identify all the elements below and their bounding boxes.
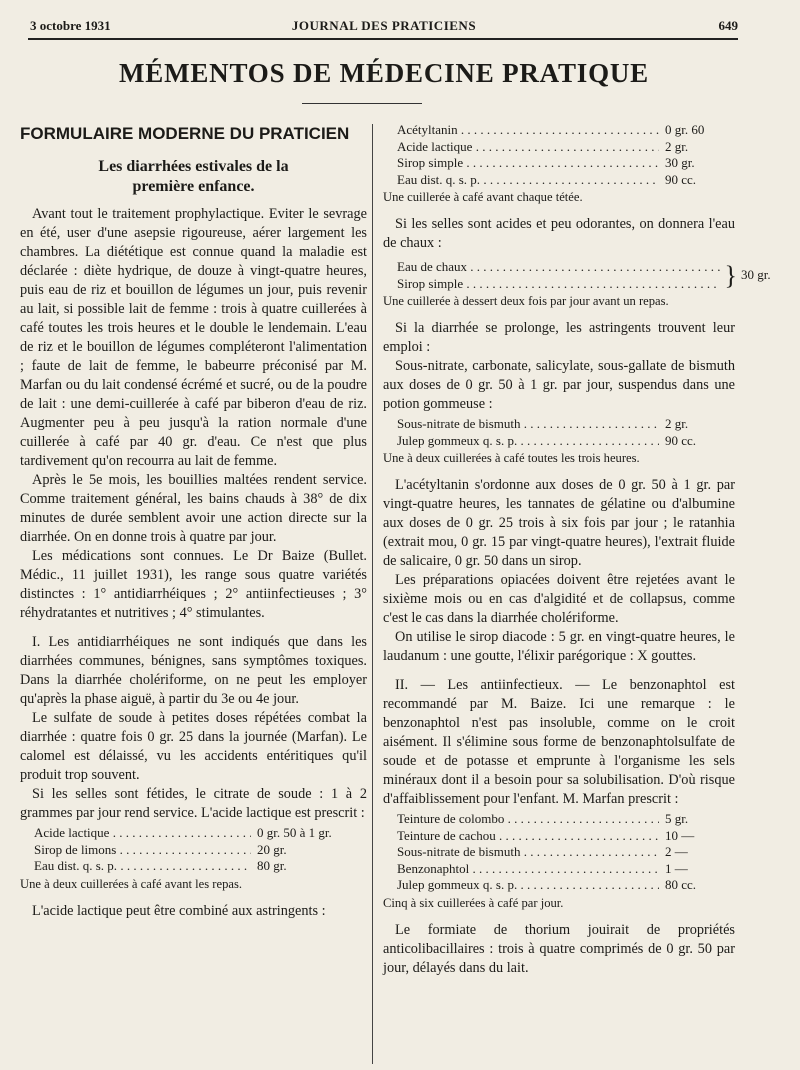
paragraph: Après le 5e mois, les bouillies maltées rendent service. Comme traitement général, les bains chauds à 38° de dix minutes de durée semblent avoir une action directe sur la diarrhée. On en donne trois à quatre par jour. (20, 472, 367, 545)
header-page-number: 649 (718, 18, 738, 33)
prescription-row: Julep gommeux q. s. p. . . . 80 cc. (397, 877, 735, 894)
prescription-row: Sous-nitrate de bismuth . . . 2 gr. (397, 416, 735, 433)
header-journal: JOURNAL DES PRATICIENS (291, 18, 477, 33)
prescription-row: Teinture de colombo . . . 5 gr. (397, 811, 735, 828)
brace-symbol: } (724, 260, 738, 290)
running-header (30, 18, 738, 38)
paragraph: I. Les antidiarrhéiques ne sont indiqués que dans les diarrhées communes, bénignes, sans symptômes toxiques. Dans la diarrhée cholériforme, on ne peut les employer qu'après la phase aiguë, à partir du 3e ou 4e jour. (20, 634, 367, 707)
prescription-row: Sous-nitrate de bismuth . . . 2 — (397, 844, 735, 861)
paragraph: Les préparations opiacées doivent être rejetées avant le sixième mois ou en cas d'algidité et de collapsus, comme c'est le cas dans la diarrhée cholériforme. (383, 572, 735, 626)
prescription-acetyltanin (397, 122, 735, 188)
header-date: 3 octobre 1931 (30, 18, 111, 33)
paragraph: L'acide lactique peut être combiné aux astringents : (32, 902, 326, 919)
shared-dose: 30 gr. (741, 267, 771, 283)
header-rule (28, 38, 738, 40)
prescription-row: Acide lactique . . . 0 gr. 50 à 1 gr. (34, 825, 367, 842)
prescription-row: Teinture de cachou . . . 10 — (397, 828, 735, 845)
paragraph: Si les selles sont acides et peu odorantes, on donnera l'eau de chaux : (383, 216, 735, 251)
prescription-row: Eau dist. q. s. p. . . . 90 cc. (397, 172, 735, 189)
left-column (20, 120, 367, 921)
prescription-row: Julep gommeux q. s. p. . . . 90 cc. (397, 433, 735, 450)
paragraph: Les médications sont connues. Le Dr Baize (Bullet. Médic., 11 juillet 1931), les range sous quatre variétés distinctes : 1° antidiarrhéiques ; 2° antiinfectieuses ; 3° réhydratantes et nutritives ; 4° stimulantes. (20, 548, 367, 621)
article-title (26, 157, 361, 197)
prescription-row: Acétyltanin . . . 0 gr. 60 (397, 122, 735, 139)
ingredient: Sirop simple . . . (397, 276, 721, 293)
prescription-row: Eau dist. q. s. p. . . . 80 gr. (34, 858, 367, 875)
paragraph: L'acétyltanin s'ordonne aux doses de 0 gr. 50 à 1 gr. par vingt-quatre heures, les tannates de gélatine ou d'albumine aux doses de 0 gr. 25 trois à six fois par jour ; le ratanhia (extrait mou, 0 gr. 15 par vingt-quatre heures), l'extrait fluide de salicaire, 0 gr. 50 dans un sirop. (383, 477, 735, 569)
dosage-note: Une à deux cuillerées à café toutes les trois heures. (383, 451, 640, 465)
dosage-note: Une à deux cuillerées à café avant les repas. (20, 876, 243, 891)
title-rule (302, 103, 422, 104)
column-divider (372, 124, 373, 1064)
prescription-lactic-acid (34, 825, 367, 875)
paragraph: Le sulfate de soude à petites doses répétées combat la diarrhée : quatre fois 0 gr. 25 dans la journée (Marfan). Le calomel est délaissé, vu les accidents entéritiques qu'il produit trop souvent. (20, 710, 367, 783)
paragraph: II. — Les antiinfectieux. — Le benzonaphtol est recommandé par M. Baize. Ici une remarque : le benzonaphtol n'est pas insoluble, comme on le croit aisément. Il s'élimine sous forme de benzonaphtolsulfate de soude et de potasse et emprunte à l'organisme les sels minéraux dont il a besoin pour sa solubilisation. D'où risque d'affaiblissement pour l'enfant. M. Marfan prescrit : (383, 677, 735, 807)
paragraph: Si la diarrhée se prolonge, les astringents trouvent leur emploi : (383, 320, 735, 355)
page-title: MÉMENTOS DE MÉDECINE PRATIQUE (118, 58, 649, 88)
dosage-note: Une cuillerée à café avant chaque tétée. (383, 190, 583, 204)
paragraph: Avant tout le traitement prophylactique. Eviter le sevrage en été, user d'une asepsie rigoureuse, aérer largement les chambres. La diététique est connue quand la maladie est déclarée : diète hydrique, de douze à vingt-quatre heures, puis eau de riz et bouillon de légumes un jour, puis revenir au lait, si possible lait de femme : trois à quatre cuillerées à café toutes les trois heures et le double le lendemain. L'eau de riz et le bouillon de légumes compléteront l'alimentation ; faute de lait de femme, le babeurre préconisé par M. Marfan ou du lait condensé écrémé et sucré, ou de la poudre de lait : une demi-cuillerée à café par biberon d'eau de riz. Augmenter peu à peu jusqu'à la ration normale d'une cuillerée à café par 40 gr. d'eau. Ce n'est que plus tardivement qu'on recourra au lait de femme. (20, 206, 367, 469)
section-heading: FORMULAIRE MODERNE DU PRATICIEN (20, 124, 350, 143)
article-title-line-2: première enfance. (132, 178, 255, 195)
prescription-row: Sirop de limons . . . 20 gr. (34, 842, 367, 859)
ingredient: Eau de chaux . . . (397, 259, 721, 276)
article-title-line-1: Les diarrhées estivales de la (98, 158, 289, 175)
prescription-bismuth (397, 416, 735, 449)
prescription-row: Benzonaphtol . . . 1 — (397, 861, 735, 878)
paragraph: Si les selles sont fétides, le citrate de soude : 1 à 2 grammes par jour rend service. L'acide lactique est prescrit : (20, 786, 367, 821)
dosage-note: Une cuillerée à dessert deux fois par jour avant un repas. (383, 294, 669, 308)
paragraph: Sous-nitrate, carbonate, salicylate, sous-gallate de bismuth aux doses de 0 gr. 50 à 1 gr. par jour, suspendus dans une potion gommeuse : (383, 358, 735, 412)
prescription-row: Sirop simple . . . 30 gr. (397, 155, 735, 172)
prescription-row: Acide lactique . . . 2 gr. (397, 139, 735, 156)
paragraph: Le formiate de thorium jouirait de propriétés anticolibacillaires : trois à quatre comprimés de 0 gr. 50 par jour, délayés dans du lait. (383, 921, 735, 976)
prescription-benzonaphtol (397, 811, 735, 894)
paragraph: On utilise le sirop diacode : 5 gr. en vingt-quatre heures, le laudanum : une goutte, l'élixir parégorique : X gouttes. (383, 629, 735, 664)
dosage-note: Cinq à six cuillerées à café par jour. (383, 895, 564, 910)
prescription-lime-water (397, 259, 771, 292)
right-column (383, 120, 771, 978)
